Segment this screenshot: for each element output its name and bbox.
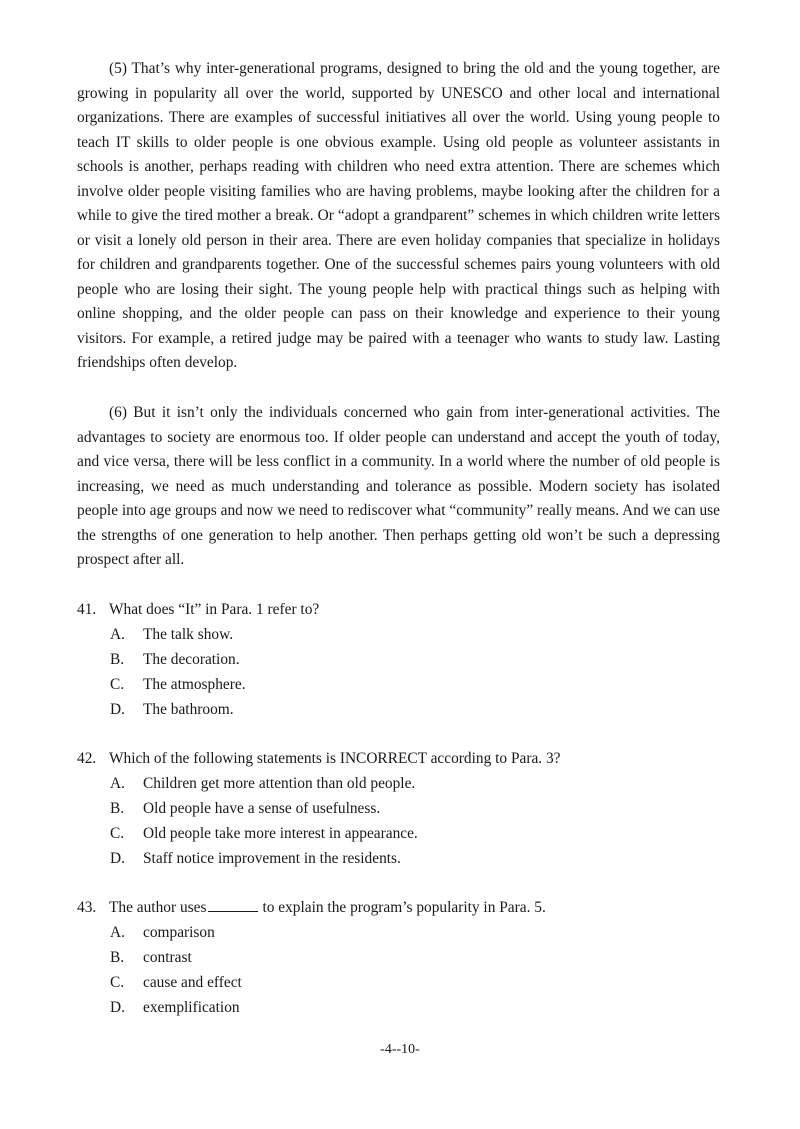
question-stem bbox=[77, 746, 720, 771]
option-text: The talk show. bbox=[143, 626, 234, 643]
passage-paragraph-6 bbox=[77, 401, 720, 573]
answer-options bbox=[77, 920, 720, 1020]
option-d bbox=[77, 697, 720, 722]
passage-paragraph-5 bbox=[77, 57, 720, 376]
option-text: exemplification bbox=[143, 999, 240, 1016]
question-text-after-blank: to explain the program’s popularity in Para. 5. bbox=[262, 899, 546, 916]
option-text: Staff notice improvement in the residents. bbox=[143, 850, 401, 867]
option-b bbox=[77, 647, 720, 672]
option-letter: B. bbox=[110, 949, 125, 966]
option-letter: C. bbox=[110, 825, 125, 842]
question-text: Which of the following statements is INCORRECT according to Para. 3? bbox=[109, 750, 561, 767]
paragraph-text: That’s why inter-generational programs, designed to bring the old and the young together, are growing in popularity all over the world, supported by UNESCO and other local and international organizations. There are examples of successful initiatives all over the world. Using young people to teach IT skills to older people is one obvious example. Using old people as volunteer assistants in schools is another, perhaps reading with children who need extra attention. There are schemes which involve older people visiting families who are having problems, maybe looking after the children for a while to give the tired mother a break. Or “adopt a grandparent” schemes in which children write letters or visit a lonely old person in their area. There are even holiday companies that specialize in holidays for children and grandparents together. One of the successful schemes pairs young volunteers with old people who are losing their sight. The young people help with practical things such as helping with online shopping, and the older people can pass on their knowledge and experience to their young visitors. For example, a retired judge may be paired with a teenager who wants to study law. Lasting friendships often develop. bbox=[77, 60, 720, 371]
question-stem bbox=[77, 597, 720, 622]
question-text: What does “It” in Para. 1 refer to? bbox=[109, 601, 320, 618]
option-text: contrast bbox=[143, 949, 192, 966]
option-c bbox=[77, 821, 720, 846]
option-letter: C. bbox=[110, 676, 125, 693]
option-c bbox=[77, 672, 720, 697]
question-number: 43. bbox=[77, 899, 97, 916]
question-42 bbox=[77, 746, 720, 871]
option-d bbox=[77, 995, 720, 1020]
question-number: 41. bbox=[77, 601, 97, 618]
paragraph-number: (5) bbox=[109, 60, 127, 77]
option-b bbox=[77, 796, 720, 821]
answer-options bbox=[77, 771, 720, 871]
paragraph-number: (6) bbox=[109, 404, 127, 421]
option-a bbox=[77, 622, 720, 647]
page-number: -4--10- bbox=[380, 1042, 420, 1057]
option-text: The decoration. bbox=[143, 651, 240, 668]
paragraph-text: But it isn’t only the individuals concerned who gain from inter-generational activities. The advantages to society are enormous too. If older people can understand and accept the youth of today, and vice versa, there will be less conflict in a community. In a world where the number of old people is increasing, we need as much understanding and tolerance as possible. Modern society has isolated people into age groups and now we need to rediscover what “community” really means. And we can use the strengths of one generation to help another. Then perhaps getting old won’t be such a depressing prospect after all. bbox=[77, 404, 720, 568]
option-letter: A. bbox=[110, 626, 125, 643]
option-letter: D. bbox=[110, 701, 125, 718]
option-letter: D. bbox=[110, 850, 125, 867]
option-text: Old people have a sense of usefulness. bbox=[143, 800, 381, 817]
option-text: Children get more attention than old people. bbox=[143, 775, 416, 792]
option-d bbox=[77, 846, 720, 871]
question-text-before-blank: The author uses bbox=[109, 899, 207, 916]
question-stem bbox=[77, 895, 720, 920]
answer-blank bbox=[208, 897, 258, 912]
option-letter: B. bbox=[110, 800, 125, 817]
answer-options bbox=[77, 622, 720, 722]
option-letter: D. bbox=[110, 999, 125, 1016]
option-text: cause and effect bbox=[143, 974, 242, 991]
option-text: The atmosphere. bbox=[143, 676, 246, 693]
option-letter: A. bbox=[110, 924, 125, 941]
option-a bbox=[77, 920, 720, 945]
option-letter: A. bbox=[110, 775, 125, 792]
question-43 bbox=[77, 895, 720, 1020]
option-text: Old people take more interest in appearance. bbox=[143, 825, 418, 842]
option-a bbox=[77, 771, 720, 796]
option-letter: B. bbox=[110, 651, 125, 668]
option-text: comparison bbox=[143, 924, 215, 941]
option-text: The bathroom. bbox=[143, 701, 234, 718]
question-41 bbox=[77, 597, 720, 722]
option-c bbox=[77, 970, 720, 995]
option-letter: C. bbox=[110, 974, 125, 991]
option-b bbox=[77, 945, 720, 970]
question-number: 42. bbox=[77, 750, 97, 767]
